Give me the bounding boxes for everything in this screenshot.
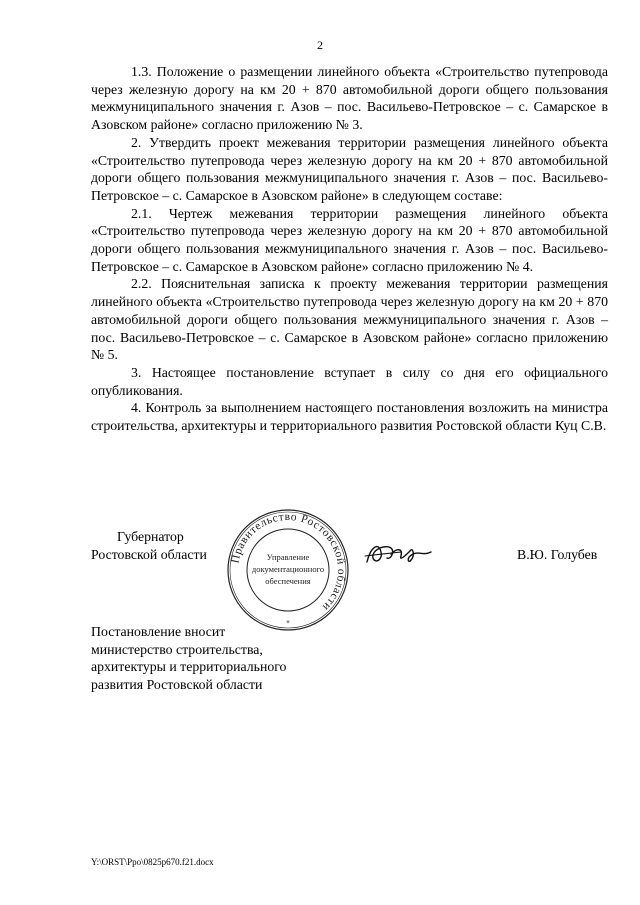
submitted-by-line1: Постановление вносит [91,624,226,639]
seal-inner-line2: документационного [251,564,325,574]
signature-block [91,510,608,627]
svg-text:*: * [286,619,290,627]
paragraph-2: 2. Утвердить проект межевания территории размещения линейного объекта «Строительство путепровода через железную дорогу на км 20 + 870 автомобильной дороги общего пользования межмуниципального значения г. Азов – пос. Васильево-Петровское – с. Самарское в Азовском районе» в следующем составе: [91,134,608,203]
paragraph-1-3: 1.3. Положение о размещении линейного объекта «Строительство путепровода через железную дорогу на км 20 + 870 автомобильной дороги общего пользования межмуниципального значения г. Азов – пос. Васильево-Петровское – с. Самарское в Азовском районе» согласно приложению № 3. [91,64,608,133]
paragraph-4: 4. Контроль за выполнением настоящего постановления возложить на министра строительства, архитектуры и территориального развития Ростовской области Куц С.В. [91,400,608,434]
page-number: 2 [317,38,323,52]
submitted-by-line4: развития Ростовской области [91,677,263,693]
paragraph-2-2: 2.2. Пояснительная записка к проекту межевания территории размещения линейного объекта «Строительство путепровода через железную дорогу на км 20 + 870 автомобильной дороги общего пользования межмуниципального значения г. Азов – пос. Васильево-Петровское – с. Самарское в Азовском районе» согласно приложению № 5. [91,276,608,363]
submitted-by-line2: министерство строительства, [91,641,263,657]
signatory-title-line1: Губернатор [117,529,184,544]
file-path: Y:\ORST\Ppo\0825p670.f21.docx [91,857,214,867]
paragraph-3: 3. Настоящее постановление вступает в силу со дня его официального опубликования. [91,364,608,398]
submitted-by-note [91,623,391,694]
decree-body [91,63,608,435]
seal-inner-line3: обеспечения [265,576,311,586]
seal-inner-line1: Управление [266,552,310,562]
signatory-title [91,528,207,563]
paragraph-2-1: 2.1. Чертеж межевания территории размещения линейного объекта «Строительство путепровода через железную дорогу на км 20 + 870 автомобильной дороги общего пользования межмуниципального значения г. Азов – пос. Васильево-Петровское – с. Самарское в Азовском районе» согласно приложению № 4. [91,205,608,274]
official-seal-icon [226,508,350,632]
signatory-title-line2: Ростовской области [91,546,207,562]
submitted-by-line3: архитектуры и территориального [91,659,287,675]
seal-ring-text: Правительство Ростовской области [229,510,348,614]
handwritten-signature-icon [361,534,441,574]
signatory-name: В.Ю. Голубев [517,547,598,562]
